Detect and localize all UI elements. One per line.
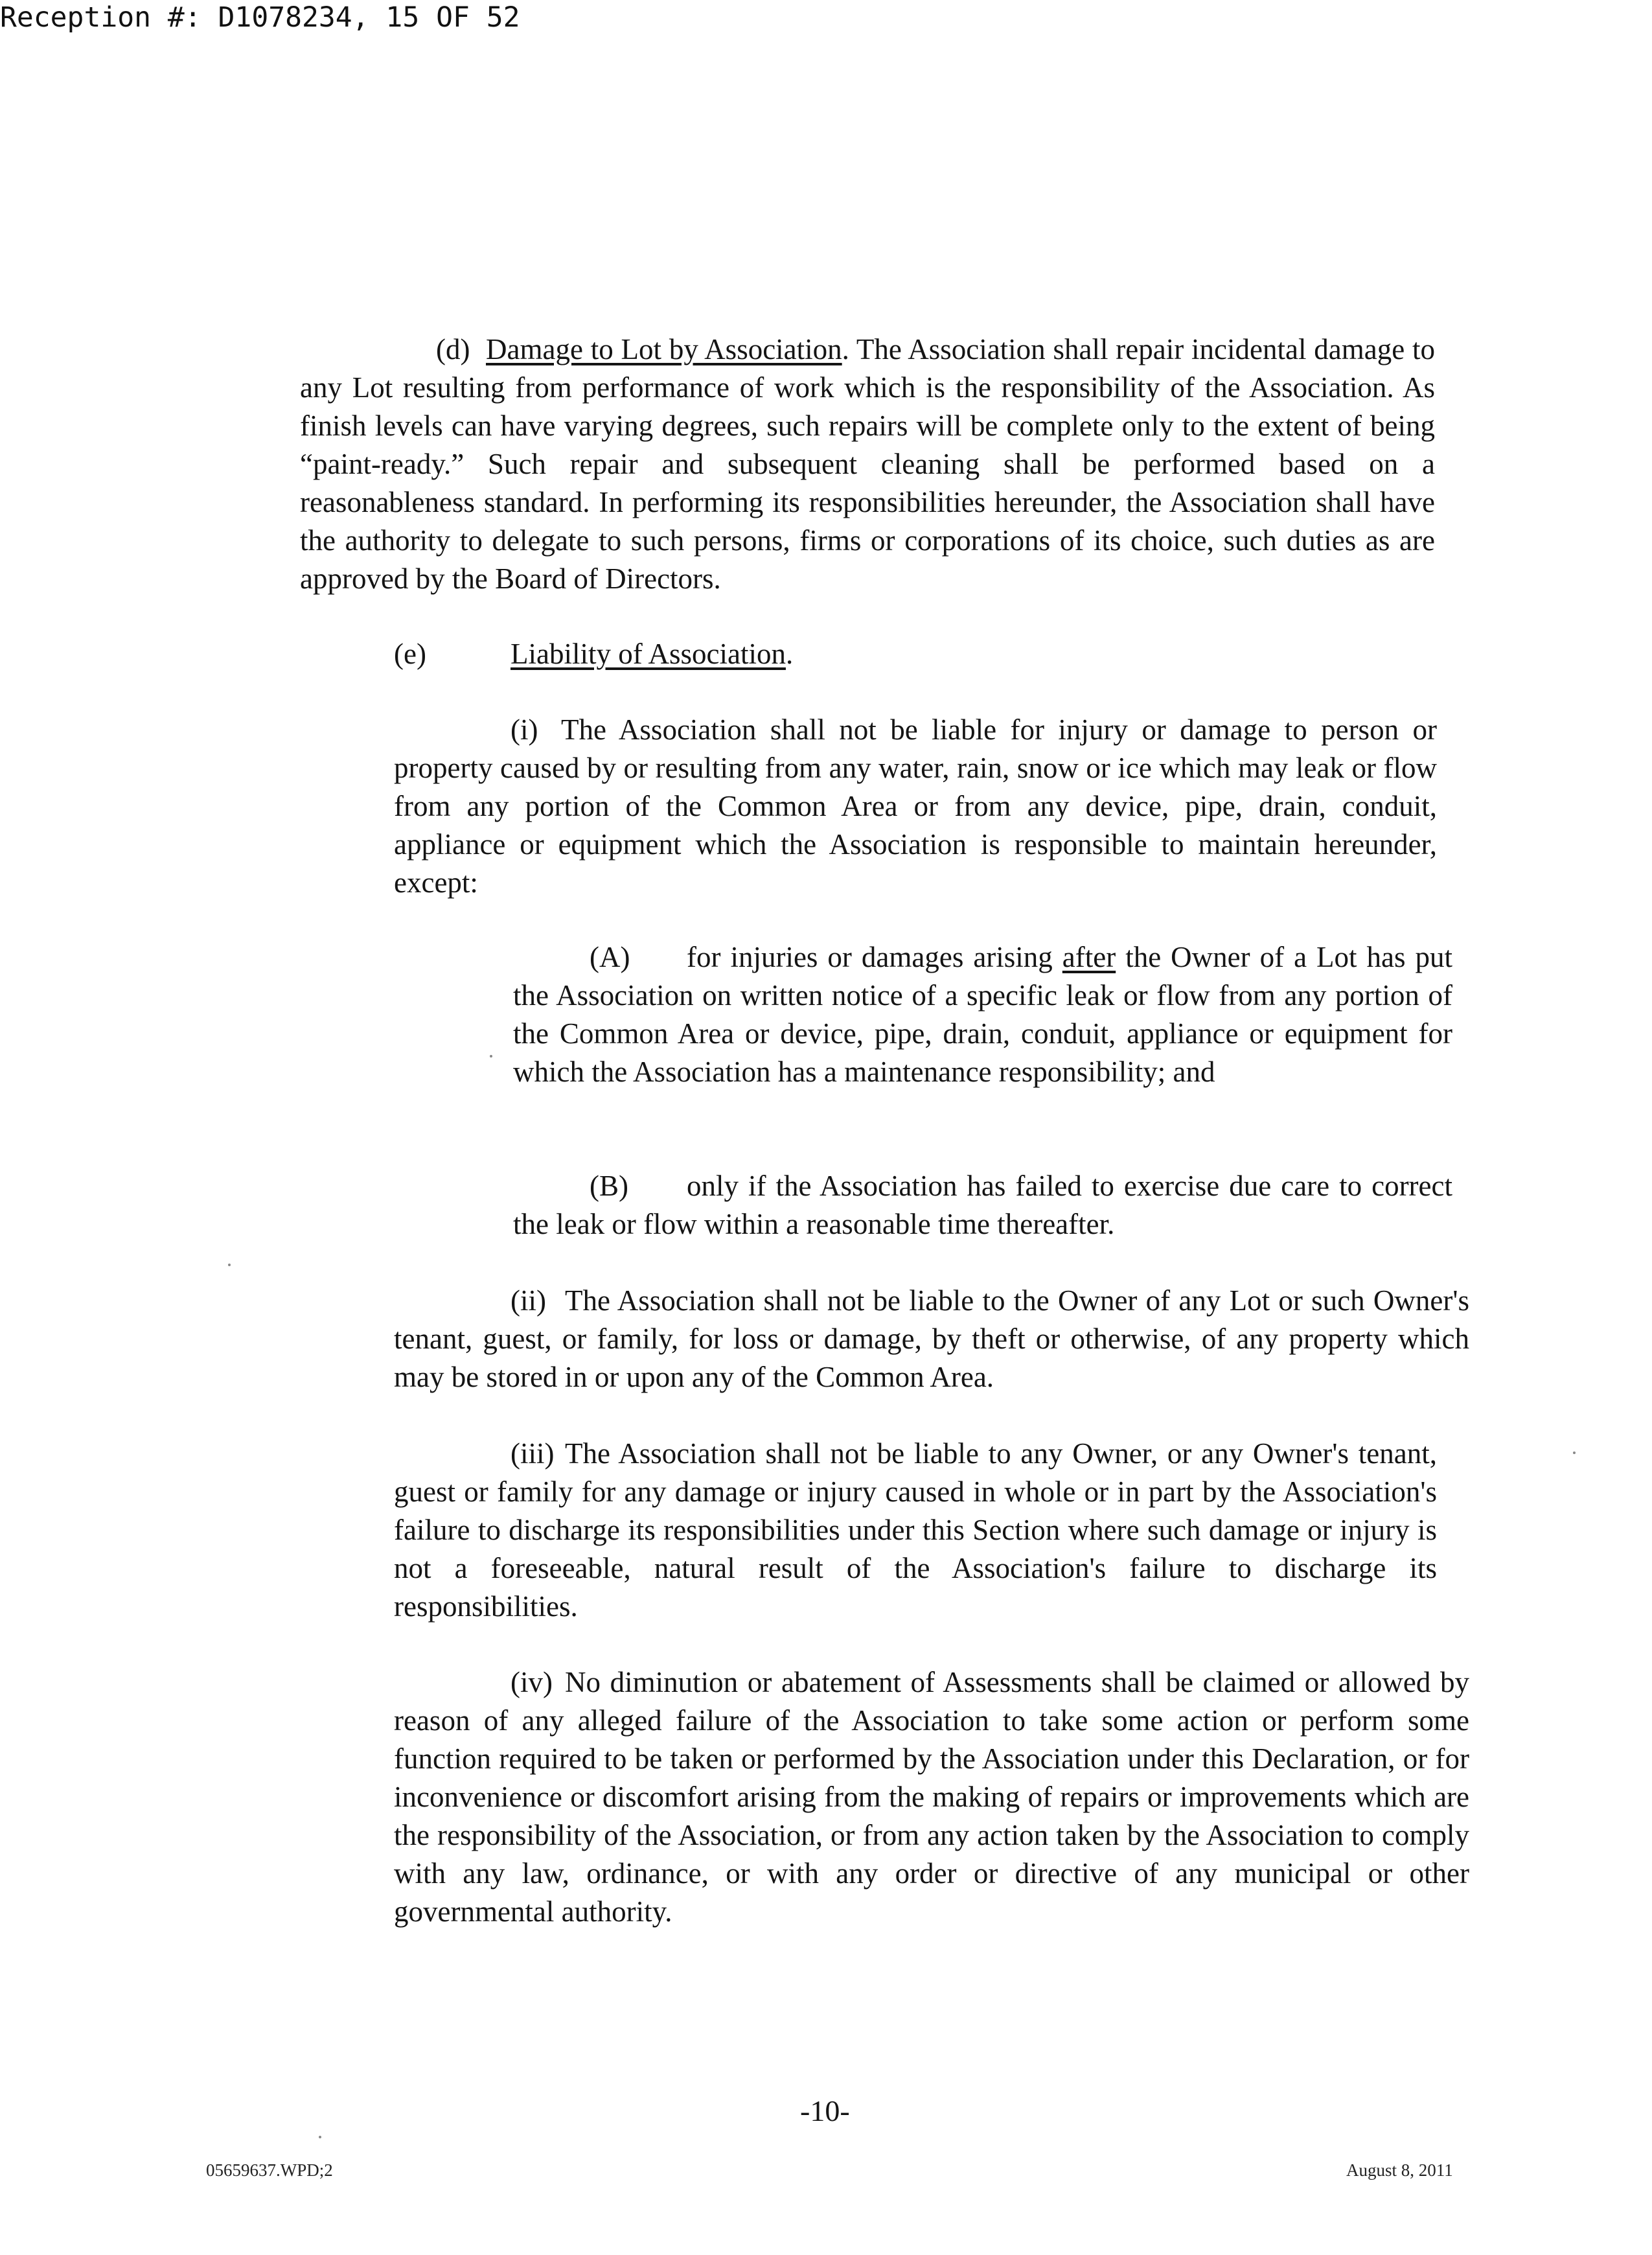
item-iii-label: (iii) [511, 1437, 555, 1470]
scan-speck [490, 1055, 492, 1058]
footer-date: August 8, 2011 [1346, 2160, 1453, 2180]
section-d-title: Damage to Lot by Association [486, 333, 842, 365]
item-A-underlined: after [1062, 941, 1116, 973]
section-e-title-suffix: . [785, 638, 794, 670]
item-A-text-before: for injuries or damages arising [687, 941, 1053, 973]
scan-speck [1573, 1451, 1576, 1454]
item-i-paragraph [394, 711, 1437, 902]
item-A-text-after: the Owner of a Lot has put the Association on written notice of a specific leak or flow from any portion of the Common Area or device, pipe, drain, conduit, appliance or equipment for which the Association has a maintenance responsibility; and [513, 941, 1453, 1088]
item-i-text: The Association shall not be liable for injury or damage to person or property caused by or resulting from any water, rain, snow or ice which may leak or flow from any portion of the Common Area or from any device, pipe, drain, conduit, appliance or equipment which the Association is responsible to maintain hereunder, except: [394, 713, 1437, 899]
item-B-label: (B) [590, 1170, 628, 1202]
page-number: -10- [800, 2094, 850, 2127]
scan-speck [228, 1264, 231, 1266]
item-i-label: (i) [511, 713, 538, 746]
item-ii-paragraph [394, 1282, 1469, 1396]
item-iv-text: No diminution or abatement of Assessments shall be claimed or allowed by reason of any alleged failure of the Association to take some action or perform some function required to be taken or performed by the Association under this Declaration, or for inconvenience or discomfort arising from the making of repairs or improvements which are the responsibility of the Association, or from any action taken by the Association to comply with any law, ordinance, or with any order or directive of any municipal or other governmental authority. [394, 1666, 1469, 1928]
section-e-heading [394, 635, 1366, 673]
item-ii-text: The Association shall not be liable to the Owner of any Lot or such Owner's tenant, guest, or family, for loss or damage, by theft or otherwise, of any property which may be stored in or upon any of the Common Area. [394, 1284, 1469, 1393]
reception-header: Reception #: D1078234, 15 OF 52 [0, 1, 520, 34]
section-d-paragraph [300, 330, 1435, 598]
section-d-label: (d) [436, 333, 470, 365]
item-ii-label: (ii) [511, 1284, 546, 1317]
footer-doc-id: 05659637.WPD;2 [206, 2160, 333, 2180]
section-e-label: (e) [394, 638, 426, 670]
item-iv-paragraph [394, 1663, 1469, 1931]
item-A-label: (A) [590, 941, 630, 973]
item-B-text: only if the Association has failed to exercise due care to correct the leak or flow within a reasonable time thereafter. [513, 1170, 1452, 1240]
section-e-title: Liability of Association [511, 638, 786, 670]
item-iv-label: (iv) [511, 1666, 553, 1698]
scan-speck [319, 2136, 321, 2138]
item-iii-text: The Association shall not be liable to any Owner, or any Owner's tenant, guest or family for any damage or injury caused in whole or in part by the Association's failure to discharge its responsibilities under this Section where such damage or injury is not a foreseeable, natural result of the Association's failure to discharge its responsibilities. [394, 1437, 1437, 1623]
section-d-text: . The Association shall repair incidental damage to any Lot resulting from performance of work which is the responsibility of the Association. As finish levels can have varying degrees, such repairs will be complete only to the extent of being “paint-ready.” Such repair and subsequent cleaning shall be performed based on a reasonableness standard. In performing its responsibilities hereunder, the Association shall have the authority to delegate to such persons, firms or corporations of its choice, such duties as are approved by the Board of Directors. [300, 333, 1435, 595]
item-B-paragraph [513, 1167, 1452, 1243]
item-A-paragraph [513, 938, 1452, 1091]
item-iii-paragraph [394, 1435, 1437, 1626]
